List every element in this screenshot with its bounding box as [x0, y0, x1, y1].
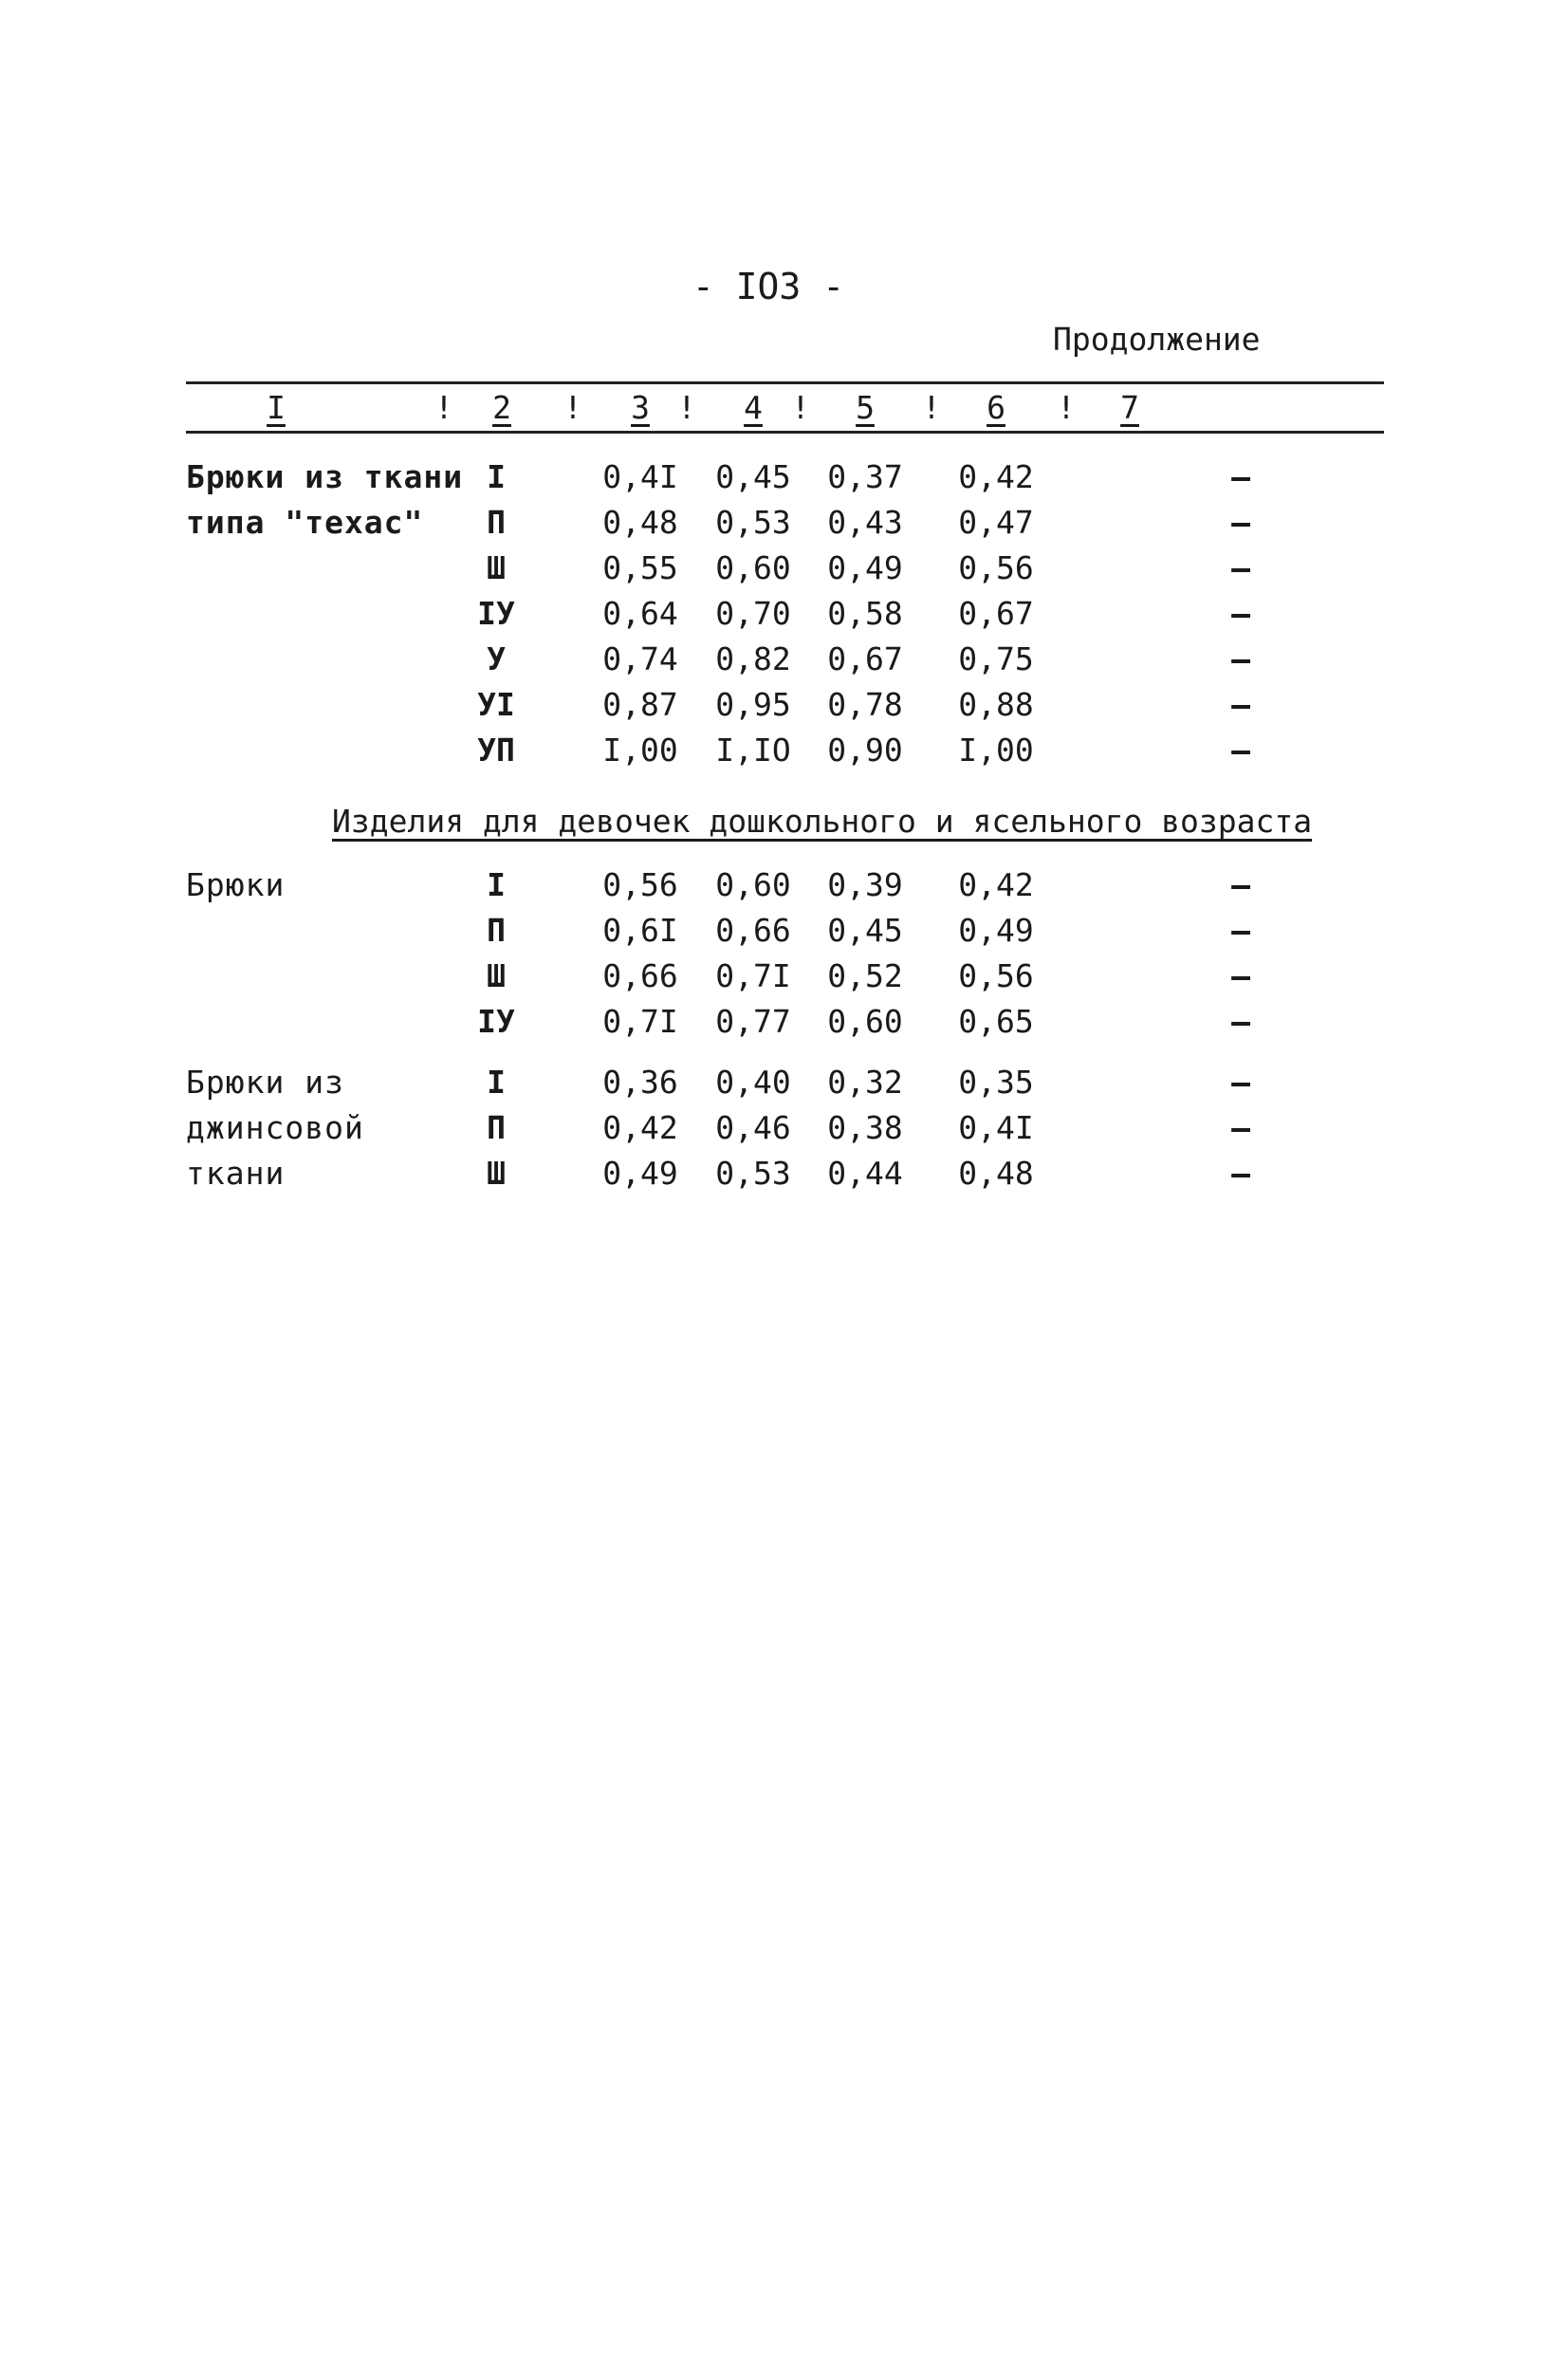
value-col-5: 0,38	[827, 1109, 903, 1146]
table-row	[0, 458, 1568, 504]
value-col-4: 0,60	[715, 549, 791, 586]
header-col-6: 6	[987, 389, 1005, 426]
value-col-7: –	[1231, 1003, 1250, 1040]
value-col-3: 0,6I	[602, 912, 678, 949]
value-col-3: 0,7I	[602, 1003, 678, 1040]
table-row	[0, 912, 1568, 957]
value-col-6: 0,56	[958, 957, 1034, 994]
value-col-4: 0,45	[715, 458, 791, 495]
value-col-3: 0,56	[602, 866, 678, 903]
table-row	[0, 686, 1568, 732]
row-label: Брюки из ткани	[186, 458, 464, 495]
value-col-7: –	[1231, 595, 1250, 632]
value-col-6: 0,48	[958, 1155, 1034, 1192]
value-col-6: 0,88	[958, 686, 1034, 723]
table-row	[0, 866, 1568, 912]
value-col-7: –	[1231, 1155, 1250, 1192]
value-col-5: 0,58	[827, 595, 903, 632]
value-col-7: –	[1231, 912, 1250, 949]
header-col-4: 4	[744, 389, 763, 426]
page-number: - IO3 -	[692, 266, 845, 307]
row-label: типа "техас"	[186, 504, 424, 541]
table-header-rule	[186, 431, 1384, 434]
value-col-6: 0,42	[958, 866, 1034, 903]
value-col-4: 0,53	[715, 1155, 791, 1192]
value-col-5: 0,60	[827, 1003, 903, 1040]
value-col-4: 0,77	[715, 1003, 791, 1040]
table-row	[0, 1003, 1568, 1048]
row-label: Брюки из	[186, 1064, 344, 1101]
row-label: ткани	[186, 1155, 286, 1192]
row-label: Брюки	[186, 866, 286, 903]
size-cell: IУ	[477, 1003, 515, 1040]
value-col-4: I,IO	[715, 732, 791, 769]
header-col-3: 3	[631, 389, 650, 426]
row-label: джинсовой	[186, 1109, 364, 1146]
value-col-3: 0,74	[602, 640, 678, 677]
value-col-6: 0,67	[958, 595, 1034, 632]
value-col-7: –	[1231, 866, 1250, 903]
size-cell: Ш	[487, 549, 506, 586]
value-col-6: 0,42	[958, 458, 1034, 495]
value-col-5: 0,45	[827, 912, 903, 949]
value-col-4: 0,70	[715, 595, 791, 632]
size-cell: Ш	[487, 957, 506, 994]
value-col-5: 0,90	[827, 732, 903, 769]
table-row	[0, 640, 1568, 686]
value-col-3: I,00	[602, 732, 678, 769]
value-col-7: –	[1231, 957, 1250, 994]
value-col-3: 0,64	[602, 595, 678, 632]
size-cell: I	[487, 458, 506, 495]
size-cell: I	[487, 1064, 506, 1101]
table-row	[0, 1064, 1568, 1109]
value-col-4: 0,82	[715, 640, 791, 677]
value-col-6: 0,49	[958, 912, 1034, 949]
table-row	[0, 732, 1568, 777]
header-col-7: 7	[1120, 389, 1139, 426]
value-col-6: 0,4I	[958, 1109, 1034, 1146]
value-col-6: 0,75	[958, 640, 1034, 677]
value-col-7: –	[1231, 686, 1250, 723]
value-col-3: 0,87	[602, 686, 678, 723]
value-col-4: 0,7I	[715, 957, 791, 994]
header-col-5: 5	[856, 389, 875, 426]
value-col-6: 0,47	[958, 504, 1034, 541]
value-col-5: 0,37	[827, 458, 903, 495]
value-col-3: 0,55	[602, 549, 678, 586]
size-cell: П	[487, 504, 506, 541]
table-top-rule	[186, 381, 1384, 384]
header-separator: !	[563, 389, 582, 426]
header-separator: !	[1057, 389, 1076, 426]
value-col-3: 0,36	[602, 1064, 678, 1101]
header-separator: !	[922, 389, 941, 426]
value-col-3: 0,42	[602, 1109, 678, 1146]
value-col-7: –	[1231, 458, 1250, 495]
value-col-7: –	[1231, 504, 1250, 541]
value-col-4: 0,53	[715, 504, 791, 541]
value-col-4: 0,95	[715, 686, 791, 723]
table-row	[0, 957, 1568, 1003]
header-separator: !	[791, 389, 810, 426]
table-row	[0, 549, 1568, 595]
value-col-4: 0,40	[715, 1064, 791, 1101]
value-col-3: 0,48	[602, 504, 678, 541]
value-col-7: –	[1231, 549, 1250, 586]
size-cell: П	[487, 912, 506, 949]
value-col-5: 0,67	[827, 640, 903, 677]
value-col-5: 0,43	[827, 504, 903, 541]
size-cell: УП	[477, 732, 515, 769]
value-col-5: 0,52	[827, 957, 903, 994]
value-col-6: 0,35	[958, 1064, 1034, 1101]
value-col-4: 0,46	[715, 1109, 791, 1146]
header-col-2: 2	[492, 389, 511, 426]
value-col-7: –	[1231, 1109, 1250, 1146]
value-col-7: –	[1231, 1064, 1250, 1101]
table-row	[0, 504, 1568, 549]
value-col-3: 0,4I	[602, 458, 678, 495]
value-col-6: I,00	[958, 732, 1034, 769]
size-cell: I	[487, 866, 506, 903]
value-col-6: 0,56	[958, 549, 1034, 586]
table-row	[0, 1109, 1568, 1155]
table-header	[186, 389, 1384, 431]
size-cell: Ш	[487, 1155, 506, 1192]
value-col-5: 0,32	[827, 1064, 903, 1101]
size-cell: IУ	[477, 595, 515, 632]
value-col-4: 0,66	[715, 912, 791, 949]
section-title: Изделия для девочек дошкольного и ясельного возраста	[332, 803, 1313, 840]
value-col-4: 0,60	[715, 866, 791, 903]
header-separator: !	[677, 389, 696, 426]
table-row	[0, 595, 1568, 640]
continuation-label: Продолжение	[1053, 321, 1261, 358]
value-col-5: 0,44	[827, 1155, 903, 1192]
size-cell: УI	[477, 686, 515, 723]
size-cell: У	[487, 640, 506, 677]
value-col-6: 0,65	[958, 1003, 1034, 1040]
table-row	[0, 1155, 1568, 1200]
value-col-7: –	[1231, 732, 1250, 769]
header-col-1: I	[267, 389, 286, 426]
size-cell: П	[487, 1109, 506, 1146]
value-col-5: 0,49	[827, 549, 903, 586]
value-col-5: 0,78	[827, 686, 903, 723]
value-col-3: 0,49	[602, 1155, 678, 1192]
value-col-7: –	[1231, 640, 1250, 677]
header-separator: !	[434, 389, 453, 426]
value-col-5: 0,39	[827, 866, 903, 903]
value-col-3: 0,66	[602, 957, 678, 994]
